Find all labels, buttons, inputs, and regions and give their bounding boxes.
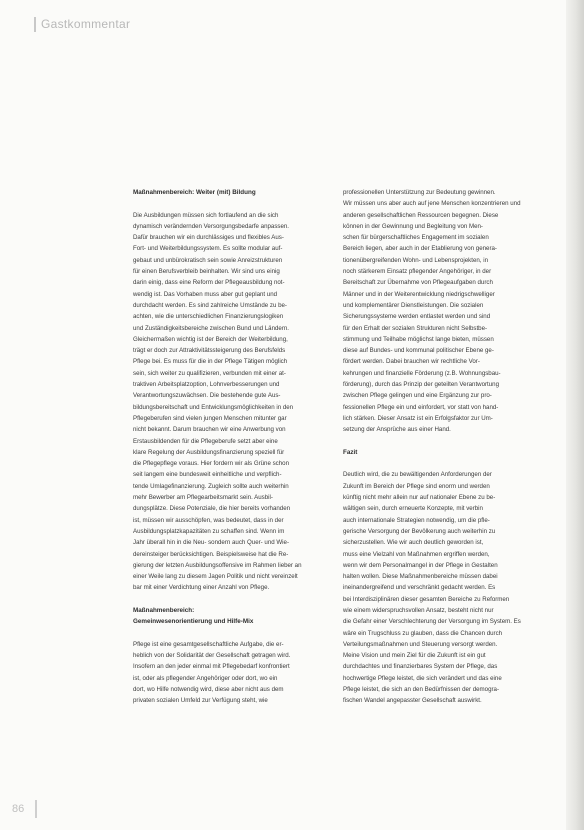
heading-gemeinwesen-title: Gemeinwesenorientierung und Hilfe-Mix	[133, 618, 254, 626]
page-number: 86	[12, 803, 25, 815]
text-line: Pflege leistet, die sich an den Bedürfnissen der demogra-	[343, 686, 499, 694]
text-line: wenn wir dem Personalmangel in der Pflege in Gestalten	[343, 561, 498, 569]
text-line: trägt er doch zur Attraktivitätssteigerung des Berufsfelds	[133, 347, 286, 355]
text-line: wie einem widerspruchsvollen Ansatz, besteht nicht nur	[343, 606, 494, 614]
text-line: fessionellen Pflege ein und einfordert, vor statt von hand-	[343, 403, 499, 411]
text-line: Pflege ist eine gesamtgesellschaftliche Aufgabe, die er-	[133, 640, 284, 648]
text-line: noch stärkerem Einsatz pflegender Angehöriger, in der	[343, 268, 492, 276]
header-accent-bar	[34, 17, 36, 32]
footer-accent-bar	[35, 800, 37, 818]
text-line: professionellen Unterstützung zur Bedeutung gewinnen.	[343, 189, 496, 196]
text-line: die Gefahr einer Verschlechterung der Versorgung im System. Es	[343, 618, 521, 626]
text-line: förderung), durch das Prinzip der geteilten Verantwortung	[343, 381, 499, 389]
text-line: durchdacht werden. Es sind zahlreiche Umstände zu be-	[133, 301, 287, 309]
paragraph-fazit	[343, 469, 543, 706]
text-line: Zukunft im Bereich der Pflege sind enorm und werden	[343, 482, 490, 490]
right-text-column	[343, 187, 543, 707]
text-line: achten, wie die unterschiedlichen Finanzierungslogiken	[133, 313, 284, 321]
text-line: Pflegeberufen sind vielen jungen Menschen mitunter gar	[133, 414, 287, 422]
text-line: Verantwortungszuwächsen. Die bestehende gute Aus-	[133, 392, 281, 400]
text-line: tionenübergreifenden Wohn- und Lebensprojekten, in	[343, 256, 488, 264]
text-line: wäre ein Trugschluss zu glauben, dass die Chancen durch	[343, 629, 503, 637]
text-line: Bereitschaft zur Übernahme von Pflegeaufgaben durch	[343, 279, 493, 287]
text-line: Dafür brauchen wir ein durchlässiges und flexibles Aus-	[133, 234, 284, 242]
text-line: dynamisch verändernden Versorgungsbedarfe anpassen.	[133, 222, 290, 230]
text-line: heblich von der Solidarität der Gesellschaft getragen wird.	[133, 652, 291, 660]
paragraph-weiterbildung	[133, 210, 341, 594]
text-line: ist, müssen wir ausschöpfen, was bedeutet, dass in der	[133, 516, 284, 524]
text-line: Fort- und Weiterbildungssystem. Es sollte modular auf-	[133, 245, 283, 253]
text-line: für den Erhalt der sozialen Strukturen nicht Selbstbe-	[343, 324, 488, 332]
text-line: Bereich liegen, aber auch in der Etablierung von genera-	[343, 245, 497, 253]
text-line: privaten sozialen Umfeld zur Verfügung steht, wie	[133, 697, 268, 705]
text-line: Wir müssen uns aber auch auf jene Menschen konzentrieren und	[343, 200, 521, 208]
text-line: gierung der letzten Ausbildungsoffensive im Rahmen lieber an	[133, 561, 302, 569]
text-line: diese auf Bundes- und kommunal politischer Ebene ge-	[343, 347, 494, 355]
text-line: ineinandergreifend und verschränkt gedacht werden. Es	[343, 584, 496, 592]
text-line: durchdachtes und finanzierbares System der Pflege, das	[343, 663, 498, 671]
text-line: hochwertige Pflege leistet, die sich verändert und das eine	[343, 674, 502, 682]
heading-gemeinwesen-label: Maßnahmenbereich:	[133, 606, 195, 614]
text-line: und komplementärer Dienstleistungen. Die sozialen	[343, 301, 484, 309]
text-line: Meine Vision und mein Ziel für die Zukunft ist ein gut	[343, 652, 486, 660]
text-line: bei Interdisziplinären dieser gesamten Bereiche zu Reformen	[343, 595, 510, 603]
text-line: und Zuständigkeitsbereiche zwischen Bund und Ländern.	[133, 324, 290, 332]
text-line: Jahr überall hin in die Neu- sondern auch Quer- und Wie-	[133, 539, 289, 547]
text-line: dereinsteiger berücksichtigen. Beispielsweise hat die Re-	[133, 550, 289, 558]
text-line: Männer und in der Weiterentwicklung niedrigschwelliger	[343, 290, 495, 298]
text-line: bildungsbereitschaft und Entwicklungsmöglichkeiten in den	[133, 403, 294, 411]
text-line: Erstausbildenden für die Pflegeberufe setzt aber eine	[133, 437, 278, 445]
text-line: nicht bekannt. Darum brauchen wir eine Anwerbung von	[133, 426, 286, 434]
text-line: schen für bürgerschaftliches Engagement im sozialen	[343, 234, 489, 242]
text-line: können in der Gewinnung und Begleitung von Men-	[343, 222, 483, 230]
text-line: für einen Berufsverbleib beinhalten. Wir sind uns einig	[133, 268, 280, 276]
text-line: Ausbildungsplatzkapazitäten zu schaffen sind. Wenn im	[133, 527, 285, 535]
left-text-column	[133, 187, 341, 707]
text-line: auch internationale Strategien notwendig, um die pfle-	[343, 516, 490, 524]
text-line: Gleichermaßen wichtig ist der Bereich der Weiterbildung,	[133, 335, 288, 343]
text-line: setzung der Ansprüche aus einer Hand.	[343, 426, 451, 434]
text-line: dort, wo Hilfe notwendig wird, diese aber nicht aus dem	[133, 686, 284, 694]
text-line: lich stärken. Dieser Ansatz ist ein Erfolgsfaktor zur Um-	[343, 414, 493, 422]
text-line: sicherzustellen. Wie wir auch deutlich geworden ist,	[343, 539, 484, 547]
text-line: fischen Wandel angepasster Gesellschaft auswirkt.	[343, 697, 482, 705]
text-line: kehrungen und finanzielle Förderung (z.B. Wohnungsbau-	[343, 369, 501, 377]
section-label: Gastkommentar	[41, 17, 131, 31]
heading-fazit: Fazit	[343, 448, 358, 456]
text-line: Deutlich wird, die zu bewältigenden Anforderungen der	[343, 471, 492, 479]
text-line: anderen gesellschaftlichen Ressourcen begegnen. Diese	[343, 211, 499, 219]
text-line: bar mit einer Verdichtung einer Anzahl von Pflege.	[133, 584, 270, 592]
text-line: sein, sich weiter zu qualifizieren, verbunden mit einer at-	[133, 369, 286, 377]
text-line: Verteilungsmaßnahmen und Steuerung versorgt werden.	[343, 640, 498, 648]
text-line: Die Ausbildungen müssen sich fortlaufend an die sich	[133, 211, 279, 219]
text-line: seit langem eine bundesweit einheitliche und verpflich-	[133, 471, 282, 479]
text-line: ist, oder als pflegender Angehöriger oder dort, wo ein	[133, 674, 278, 682]
paragraph-ressourcen	[343, 187, 543, 436]
text-line: traktiven Arbeitsplatzoption, Lohnverbesserungen und	[133, 381, 280, 389]
text-line: gebaut und unbürokratisch sein sowie Anreizstrukturen	[133, 256, 283, 264]
text-line: künftig nicht mehr allein nur auf nationaler Ebene zu be-	[343, 494, 496, 502]
text-line: gerische Versorgung der Bevölkerung auch weiterhin zu	[343, 527, 496, 535]
text-line: tende Umlagefinanzierung. Zugleich sollte auch weiterhin	[133, 482, 289, 490]
paragraph-gemeinwesen	[133, 639, 341, 707]
text-line: Insofern an den jeder einmal mit Pflegebedarf konfrontiert	[133, 663, 290, 671]
text-line: halten wollen. Diese Maßnahmenbereiche müssen dabei	[343, 573, 498, 581]
text-line: die Pflegepflege voraus. Hier fordern wir als Grüne schon	[133, 460, 289, 468]
text-line: zwischen Pflege gelingen und eine Ergänzung zur pro-	[343, 392, 492, 400]
text-line: Pflege bei. Es muss für die in der Pflege Tätigen möglich	[133, 358, 288, 366]
heading-weiterbildung: Maßnahmenbereich: Weiter (mit) Bildung	[133, 189, 256, 196]
text-line: darin einig, dass eine Reform der Pflegeausbildung not-	[133, 279, 285, 287]
text-line: dungsplätze. Diese Potenziale, die hier bereits vorhanden	[133, 505, 291, 513]
text-line: einer Weile lang zu diesem Jagen Politik und nicht vereinzelt	[133, 573, 298, 581]
text-line: wältigen sein, durch erneuerte Konzepte, mit verbin	[343, 505, 483, 513]
text-line: Sicherungssysteme werden entlastet werden und sind	[343, 313, 491, 321]
text-line: fördert werden. Dabei brauchen wir rechtliche Vor-	[343, 358, 480, 366]
text-line: stimmung und Teilhabe möglichst lange bieten, müssen	[343, 335, 494, 343]
text-line: klare Regelung der Ausbildungsfinanzierung speziell für	[133, 448, 285, 456]
text-line: muss eine Vielzahl von Maßnahmen ergriffen werden,	[343, 550, 490, 558]
page-edge-shadow	[566, 0, 584, 830]
text-line: wendig ist. Das Vorhaben muss aber gut geplant und	[133, 290, 278, 298]
text-line: mehr Bewerber am Pflegearbeitsmarkt sein. Ausbil-	[133, 494, 273, 502]
